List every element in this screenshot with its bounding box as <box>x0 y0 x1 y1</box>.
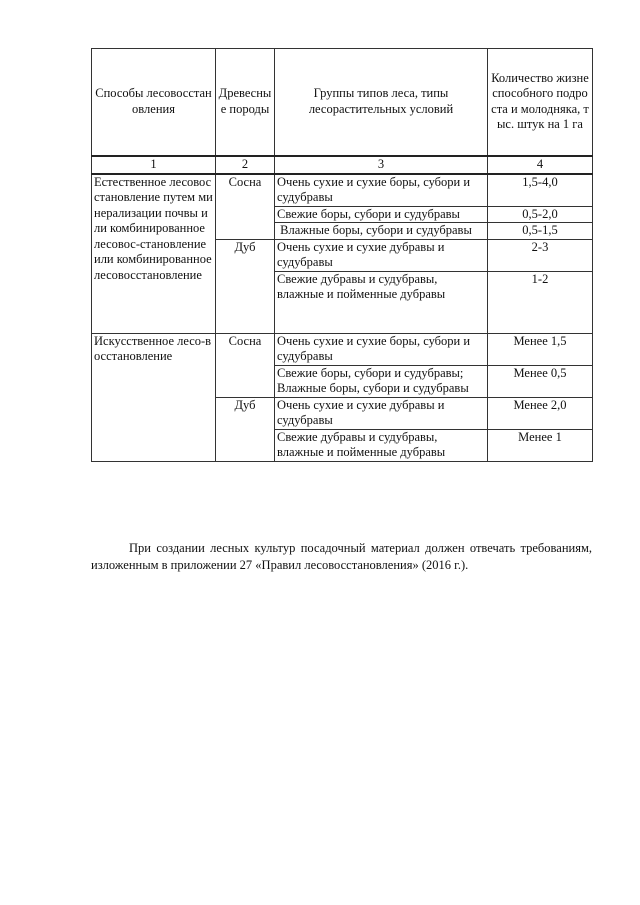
quantity-cell: Менее 1 <box>488 429 593 461</box>
species-cell: Дуб <box>216 239 275 333</box>
method-cell: Искусственное лесо-восстановление <box>92 333 216 461</box>
header-row <box>92 49 593 156</box>
column-number: 1 <box>92 156 216 174</box>
quantity-cell: 1,5-4,0 <box>488 174 593 207</box>
forest-type-cell: Влажные боры, субори и судубравы <box>275 223 488 240</box>
header-species: Древесные породы <box>216 49 275 156</box>
forest-type-cell: Свежие боры, субори и судубравы <box>275 206 488 223</box>
forest-type-cell: Свежие боры, субори и судубравы; Влажные боры, субори и судубравы <box>275 365 488 397</box>
table-row <box>92 174 593 207</box>
column-number: 3 <box>275 156 488 174</box>
method-cell: Естественное лесовосстановление путем минерализации почвы или комбинированное лесовос-становление или комбинированное лесовосстановление <box>92 174 216 334</box>
forest-type-cell: Очень сухие и сухие дубравы и судубравы <box>275 397 488 429</box>
forest-type-cell: Свежие дубравы и судубравы, влажные и пойменные дубравы <box>275 271 488 333</box>
forest-type-cell: Очень сухие и сухие боры, субори и судубравы <box>275 333 488 365</box>
table-row <box>92 333 593 365</box>
quantity-cell: Менее 1,5 <box>488 333 593 365</box>
header-method: Способы лесовосстановления <box>92 49 216 156</box>
header-quantity: Количество жизнеспособного подроста и молодняка, тыс. штук на 1 га <box>488 49 593 156</box>
forest-type-cell: Очень сухие и сухие дубравы и судубравы <box>275 239 488 271</box>
quantity-cell: 0,5-2,0 <box>488 206 593 223</box>
header-forest-types: Группы типов леса, типы лесорастительных условий <box>275 49 488 156</box>
regeneration-table <box>91 48 593 462</box>
column-number: 4 <box>488 156 593 174</box>
column-number-row <box>92 156 593 174</box>
quantity-cell: 0,5-1,5 <box>488 223 593 240</box>
species-cell: Дуб <box>216 397 275 461</box>
species-cell: Сосна <box>216 174 275 240</box>
body-paragraph: При создании лесных культур посадочный материал должен отвечать требованиям, изложенным в приложении 27 «Правил лесовосстановления» (2016 г.). <box>91 541 592 572</box>
forest-type-cell: Свежие дубравы и судубравы, влажные и пойменные дубравы <box>275 429 488 461</box>
species-cell: Сосна <box>216 333 275 397</box>
quantity-cell: Менее 0,5 <box>488 365 593 397</box>
quantity-cell: 1-2 <box>488 271 593 333</box>
quantity-cell: 2-3 <box>488 239 593 271</box>
column-number: 2 <box>216 156 275 174</box>
forest-type-cell: Очень сухие и сухие боры, субори и судубравы <box>275 174 488 207</box>
quantity-cell: Менее 2,0 <box>488 397 593 429</box>
